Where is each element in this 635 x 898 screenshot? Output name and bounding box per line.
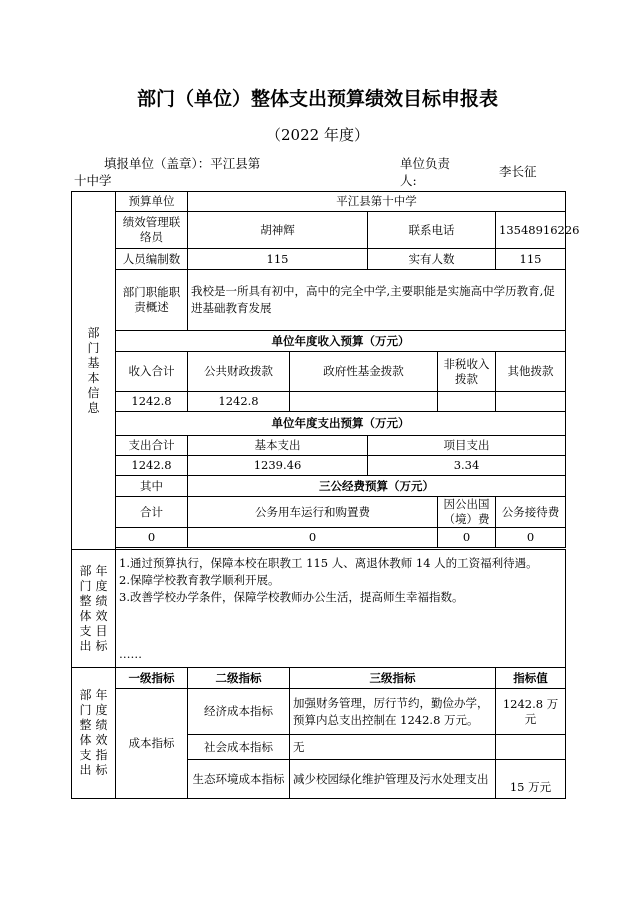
indicator-level2-economic: 经济成本指标 [188,689,290,735]
indicator-header-level3: 三级指标 [290,668,496,689]
row-budget-unit [72,192,566,212]
row-income-columns [72,352,566,392]
indicator-level3-social: 无 [290,735,496,760]
expense-heading: 单位年度支出预算（万元） [116,412,566,436]
row-expense-values [72,456,566,476]
three-public-col-car: 公务用车运行和购置费 [188,497,438,528]
section-annual-indicators: 部门整体支出 年度绩效指标 [72,668,116,799]
expense-col-basic: 基本支出 [188,436,368,456]
income-col-fund: 政府性基金拨款 [290,352,438,392]
staff-label: 人员编制数 [116,249,188,270]
three-public-heading: 三公经费预算（万元） [188,476,566,497]
contact-label: 绩效管理联络员 [116,212,188,249]
expense-col-total: 支出合计 [116,436,188,456]
indicator-row-1 [72,689,566,735]
three-public-col-total: 合计 [116,497,188,528]
indicator-header-level2: 二级指标 [188,668,290,689]
indicator-level1-cost: 成本指标 [116,689,188,799]
indicator-level3-ecology: 减少校园绿化维护管理及污水处理支出 [290,760,496,799]
unit-leader-name: 李长征 [499,164,537,179]
phone-value: 13548916226 [496,212,566,249]
filling-unit-label: 填报单位（盖章）：平江县第 [104,156,261,171]
indicator-level3-economic: 加强财务管理，厉行节约，勤俭办学，预算内总支出控制在 1242.8 万元。 [290,689,496,735]
expense-val-total: 1242.8 [116,456,188,476]
row-expense-columns [72,436,566,456]
three-public-val-abroad: 0 [438,528,496,548]
budget-unit-label: 预算单位 [116,192,188,212]
income-col-other: 其他拨款 [496,352,566,392]
actual-value: 115 [496,249,566,270]
income-val-public: 1242.8 [188,392,290,412]
indicator-header-value: 指标值 [496,668,566,689]
staff-value: 115 [188,249,368,270]
indicator-value-economic: 1242.8 万元 [496,689,566,735]
row-income-heading [72,331,566,352]
row-income-values [72,392,566,412]
expense-val-project: 3.34 [368,456,566,476]
actual-label: 实有人数 [368,249,496,270]
income-col-nontax: 非税收入拨款 [438,352,496,392]
duty-label: 部门职能职责概述 [116,270,188,331]
indicator-value-social [496,735,566,760]
row-duty [72,270,566,331]
form-year: （2022 年度） [266,126,369,144]
filling-unit-label-cont: 十中学 [74,173,112,188]
row-expense-heading [72,412,566,436]
income-heading: 单位年度收入预算（万元） [116,331,566,352]
income-val-total: 1242.8 [116,392,188,412]
expense-val-basic: 1239.46 [188,456,368,476]
row-three-public-values [72,528,566,548]
expense-col-project: 项目支出 [368,436,566,456]
three-public-col-abroad: 因公出国（境）费 [438,497,496,528]
indicator-level2-social: 社会成本指标 [188,735,290,760]
row-three-public-heading [72,476,566,497]
income-col-total: 收入合计 [116,352,188,392]
unit-leader-label-cont: 人: [400,173,417,188]
three-public-val-reception: 0 [496,528,566,548]
row-three-public-columns [72,497,566,528]
budget-unit-value: 平江县第十中学 [188,192,566,212]
duty-value: 我校是一所具有初中，高中的完全中学,主要职能是实施高中学历教育,促进基础教育发展 [188,270,566,331]
row-goals [72,550,566,668]
contact-value: 胡神辉 [188,212,368,249]
indicator-level2-ecology: 生态环境成本指标 [188,760,290,799]
goal-item-2: 2.保障学校教育教学顺利开展。 [119,573,280,587]
section-annual-goals: 部门整体支出 年度绩效目标 [72,550,116,668]
income-val-other [496,392,566,412]
annual-goals-text [116,550,566,668]
unit-leader-label: 单位负责 [400,156,451,171]
form-title: 部门（单位）整体支出预算绩效目标申报表 [136,88,498,110]
row-contact [72,212,566,249]
indicator-header-level1: 一级指标 [116,668,188,689]
income-col-public: 公共财政拨款 [188,352,290,392]
section-basic-info: 部门基本信息 [72,192,116,550]
goal-item-3: 3.改善学校办学条件，保障学校教师办公生活，提高师生幸福指数。 [119,590,464,604]
of-which-label: 其中 [116,476,188,497]
three-public-val-car: 0 [188,528,438,548]
indicator-value-ecology: 15 万元 [496,760,566,799]
row-indicator-headers [72,668,566,689]
goal-item-ellipsis: …… [119,647,142,661]
three-public-val-total: 0 [116,528,188,548]
goal-item-1: 1.通过预算执行，保障本校在职教工 115 人、离退休教师 14 人的工资福利待遇。 [119,556,538,570]
income-val-fund [290,392,438,412]
row-staff [72,249,566,270]
income-val-nontax [438,392,496,412]
budget-form-table [71,191,580,799]
three-public-col-reception: 公务接待费 [496,497,566,528]
phone-label: 联系电话 [368,212,496,249]
